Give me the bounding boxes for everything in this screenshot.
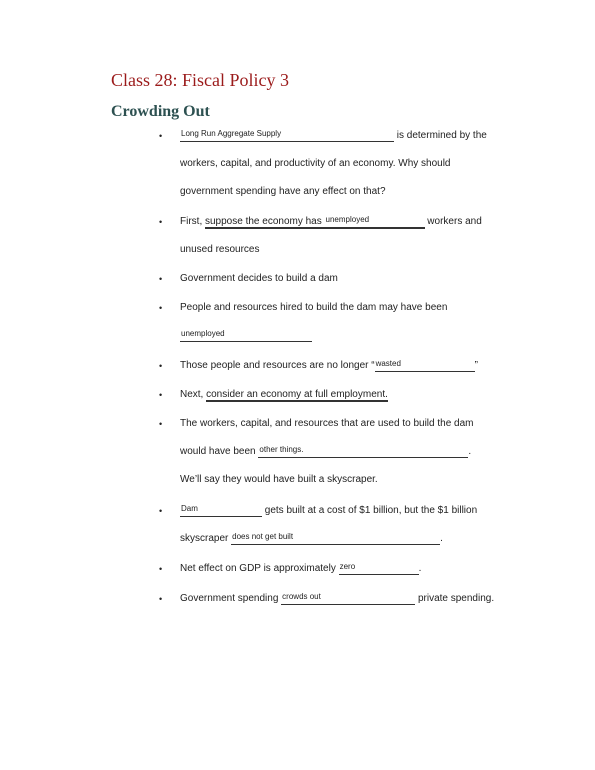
fill-blank: Dam — [180, 505, 262, 517]
bullet-1-line-3: government spending have any effect on that? — [180, 186, 386, 197]
bullet-8-line-2: skyscraper does not get built . — [180, 532, 443, 544]
bullet-8-line-1: Dam gets built at a cost of $1 billion, but the $1 billion — [181, 504, 478, 516]
fill-blank: zero — [339, 563, 419, 575]
bullet-6-line-1: Next, consider an economy at full employment. — [180, 389, 388, 400]
bullet-7-line-1: The workers, capital, and resources that are used to build the dam — [180, 418, 474, 429]
bullet-icon: • — [159, 217, 163, 227]
bullet-10-line-1: Government spending crowds out private spending. — [180, 592, 495, 604]
bullet-5-line-1: Those people and resources are no longer “ wasted ” — [180, 359, 478, 371]
bullet-7-line-3: We’ll say they would have built a skyscraper. — [180, 474, 378, 485]
bullet-1-line-2: workers, capital, and productivity of an economy. Why should — [180, 158, 451, 169]
fill-blank: unemployed — [180, 330, 312, 342]
bullet-7-line-2: would have been other things. . — [180, 445, 472, 457]
page-title: Class 28: Fiscal Policy 3 — [111, 70, 290, 90]
bullet-4-line-2 — [180, 330, 312, 342]
bullet-icon: • — [159, 303, 163, 313]
bullet-3-line-1: Government decides to build a dam — [180, 273, 338, 284]
bullet-icon: • — [159, 274, 163, 284]
bullet-icon: • — [159, 131, 163, 141]
fill-blank: unemployed — [325, 216, 425, 229]
fill-blank: crowds out — [281, 593, 415, 605]
bullet-2-line-2: unused resources — [180, 244, 260, 255]
fill-blank: wasted — [375, 360, 475, 372]
fill-blank: Long Run Aggregate Supply — [180, 130, 394, 142]
bullet-icon: • — [159, 390, 163, 400]
bullet-4-line-1: People and resources hired to build the dam may have been — [180, 302, 448, 313]
bullet-icon: • — [159, 506, 163, 516]
bullet-icon: • — [159, 594, 163, 604]
bullet-icon: • — [159, 361, 163, 371]
bullet-icon: • — [159, 419, 163, 429]
bullet-icon: • — [159, 564, 163, 574]
fill-blank: other things. — [258, 446, 468, 458]
fill-blank: does not get built — [231, 533, 440, 545]
bullet-1-line-1: Long Run Aggregate Supply is determined by the — [181, 129, 487, 141]
bullet-9-line-1: Net effect on GDP is approximately zero . — [180, 562, 422, 574]
bullet-2-line-1: First, suppose the economy has unemployed workers and — [180, 215, 482, 227]
section-heading: Crowding Out — [111, 103, 210, 120]
